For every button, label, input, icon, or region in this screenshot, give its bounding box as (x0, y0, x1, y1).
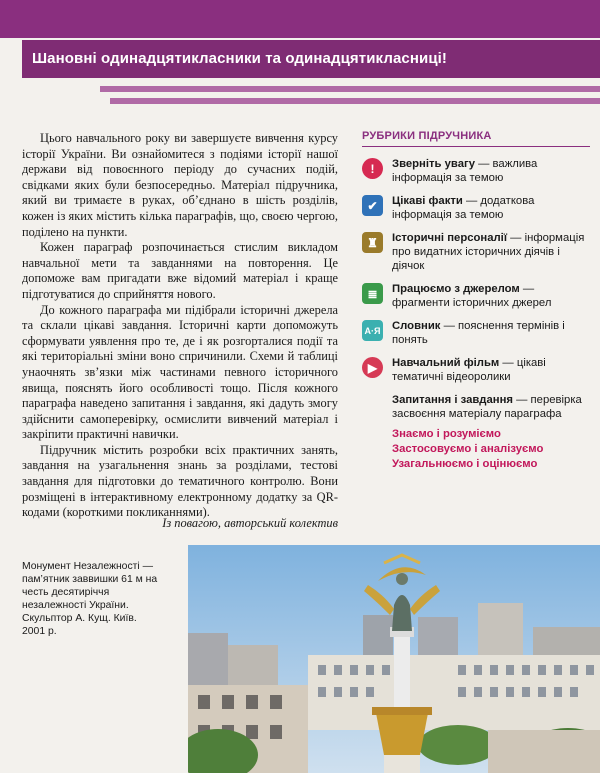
level-2: Застосовуємо і аналізуємо (392, 443, 544, 455)
paragraph: До кожного параграфа ми підібрали історичні джерела та склали цікаві завдання. Історичні карти допоможуть сформувати уявлення про те, де і як розгорталися події та які територіальні зміни воно спричинили. Схеми й таблиці унаочнять зв’язки між частинами певного історичного явища, пояснять його особливості тощо. Після кожного параграфа наведено запитання і завдання, які дадуть змогу здійснити самоперевірку, осмислити вивчений матеріал і закріпити практичні навички. (22, 302, 338, 442)
rubric-questions: Запитання і завдання — перевірка засвоєння матеріалу параграфа (392, 394, 582, 420)
rubric-film: ▶ Навчальний фільм — цікаві тематичні відеоролики (362, 356, 590, 384)
decor-stripe (110, 98, 600, 104)
checkbox-icon: ✔ (362, 195, 383, 216)
rubric-dictionary: А·Я Словник — пояснення термінів і понять (362, 319, 590, 347)
person-icon: ♜ (362, 232, 383, 253)
sidebar-title: РУБРИКИ ПІДРУЧНИКА (362, 130, 590, 147)
paragraph: Цього навчального року ви завершуєте вивчення курсу історії України. Ви ознайомитеся з подіями історії нашої держави від повоєнного періоду до сучасних подій, свідками яких були безпосередньо. Матеріал підручника, який ви тримаєте в руках, об’єднано в шість розділів, кожен із яких містить кілька параграфів, що, своєю чергою, поділено на пункти. (22, 131, 338, 239)
independence-monument-photo (188, 545, 600, 773)
signature: Із повагою, авторський колектив (162, 516, 338, 530)
decor-stripe (100, 86, 600, 92)
photo-caption: Монумент Незалежності — пам’ятник заввишки 61 м на честь десятиріччя незалежності України. Скульптор А. Кущ. Київ. 2001 р. (22, 561, 158, 637)
level-1: Знаємо і розуміємо (392, 428, 501, 440)
paragraph: Кожен параграф розпочинається стислим викладом навчальної мети та завданнями на повторення. Це допоможе вам пригадати вже відомий матеріал і краще підготуватися до сприйняття нового. (22, 240, 338, 301)
level-3: Узагальнюємо і оцінюємо (392, 458, 538, 470)
rubric-attention: ! Зверніть увагу — важлива інформація за темою (362, 157, 590, 185)
rubric-sources: ≣ Працюємо з джерелом — фрагменти історичних джерел (362, 282, 590, 310)
play-icon: ▶ (362, 357, 383, 378)
top-color-band (0, 0, 600, 38)
rubric-facts: ✔ Цікаві факти — додаткова інформація за темою (362, 194, 590, 222)
rubrics-sidebar (362, 130, 590, 472)
dictionary-icon: А·Я (362, 320, 383, 341)
page-title: Шановні одинадцятикласники та одинадцятикласниці! (22, 40, 600, 78)
intro-text (22, 131, 338, 521)
document-icon: ≣ (362, 283, 383, 304)
rubric-personalities: ♜ Історичні персоналії — інформація про видатних історичних діячів і діячок (362, 231, 590, 273)
paragraph: Підручник містить розробки всіх практичних занять, завдання на узагальнення знань за розділами, тестові завдання для підготовки до тематичного контролю. Вони розміщені в інтерактивному електронному додатку за QR-кодами (короткими покликаннями). (22, 442, 338, 520)
exclamation-icon: ! (362, 158, 383, 179)
